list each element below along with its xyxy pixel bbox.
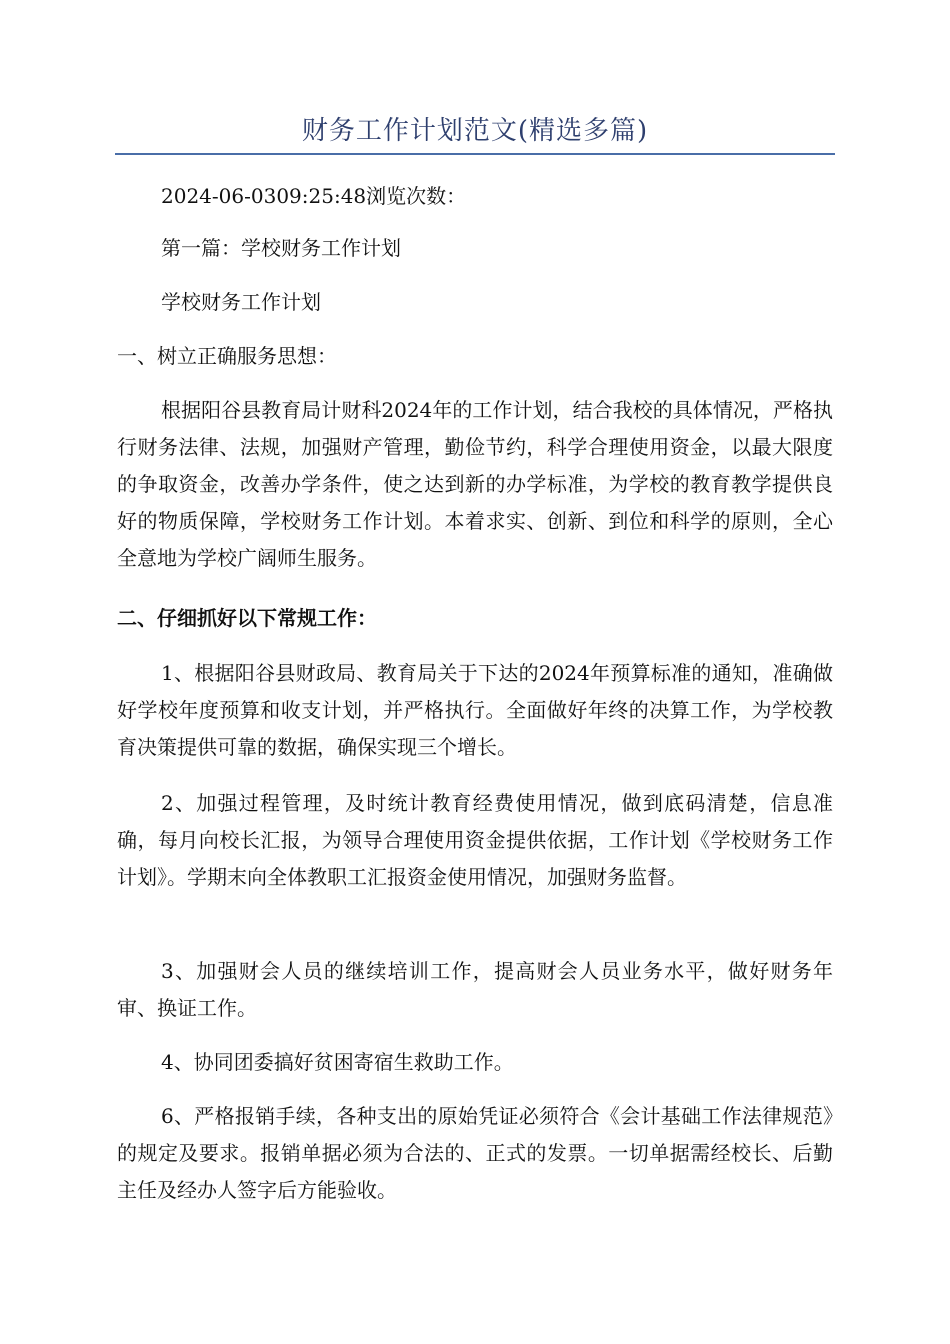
list-item-6: 6、严格报销手续，各种支出的原始凭证必须符合《会计基础工作法律规范》的规定及要求。报销单据必须为合法的、正式的发票。一切单据需经校长、后勤主任及经办人签字后方能验收。 bbox=[117, 1104, 833, 1202]
document-title: 财务工作计划范文(精选多篇) bbox=[301, 116, 649, 146]
list-item-4: 4、协同团委搞好贫困寄宿生救助工作。 bbox=[161, 1050, 514, 1074]
section-heading-2: 二、仔细抓好以下常规工作： bbox=[117, 606, 377, 630]
title-underline bbox=[115, 153, 835, 155]
section-heading-1: 一、树立正确服务思想： bbox=[117, 344, 337, 368]
list-item-2: 2、加强过程管理，及时统计教育经费使用情况，做到底码清楚，信息准确，每月向校长汇报，为领导合理使用资金提供依据，工作计划《学校财务工作计划》。学期末向全体教职工汇报资金使用情况，加强财务监督。 bbox=[117, 791, 833, 889]
list-item-3: 3、加强财会人员的继续培训工作，提高财会人员业务水平，做好财务年审、换证工作。 bbox=[117, 959, 833, 1020]
document-subtitle: 学校财务工作计划 bbox=[161, 290, 321, 314]
chapter-heading: 第一篇：学校财务工作计划 bbox=[161, 236, 401, 260]
publish-meta: 2024-06-0309:25:48浏览次数： bbox=[161, 184, 467, 208]
section-1-paragraph: 根据阳谷县教育局计财科2024年的工作计划，结合我校的具体情况，严格执行财务法律、法规，加强财产管理，勤俭节约，科学合理使用资金，以最大限度的争取资金，改善办学条件，使之达到新的办学标准，为学校的教育教学提供良好的物质保障，学校财务工作计划。本着求实、创新、到位和科学的原则，全心全意地为学校广阔师生服务。 bbox=[117, 398, 833, 570]
list-item-1: 1、根据阳谷县财政局、教育局关于下达的2024年预算标准的通知，准确做好学校年度预算和收支计划，并严格执行。全面做好年终的决算工作，为学校教育决策提供可靠的数据，确保实现三个增长。 bbox=[117, 661, 833, 759]
